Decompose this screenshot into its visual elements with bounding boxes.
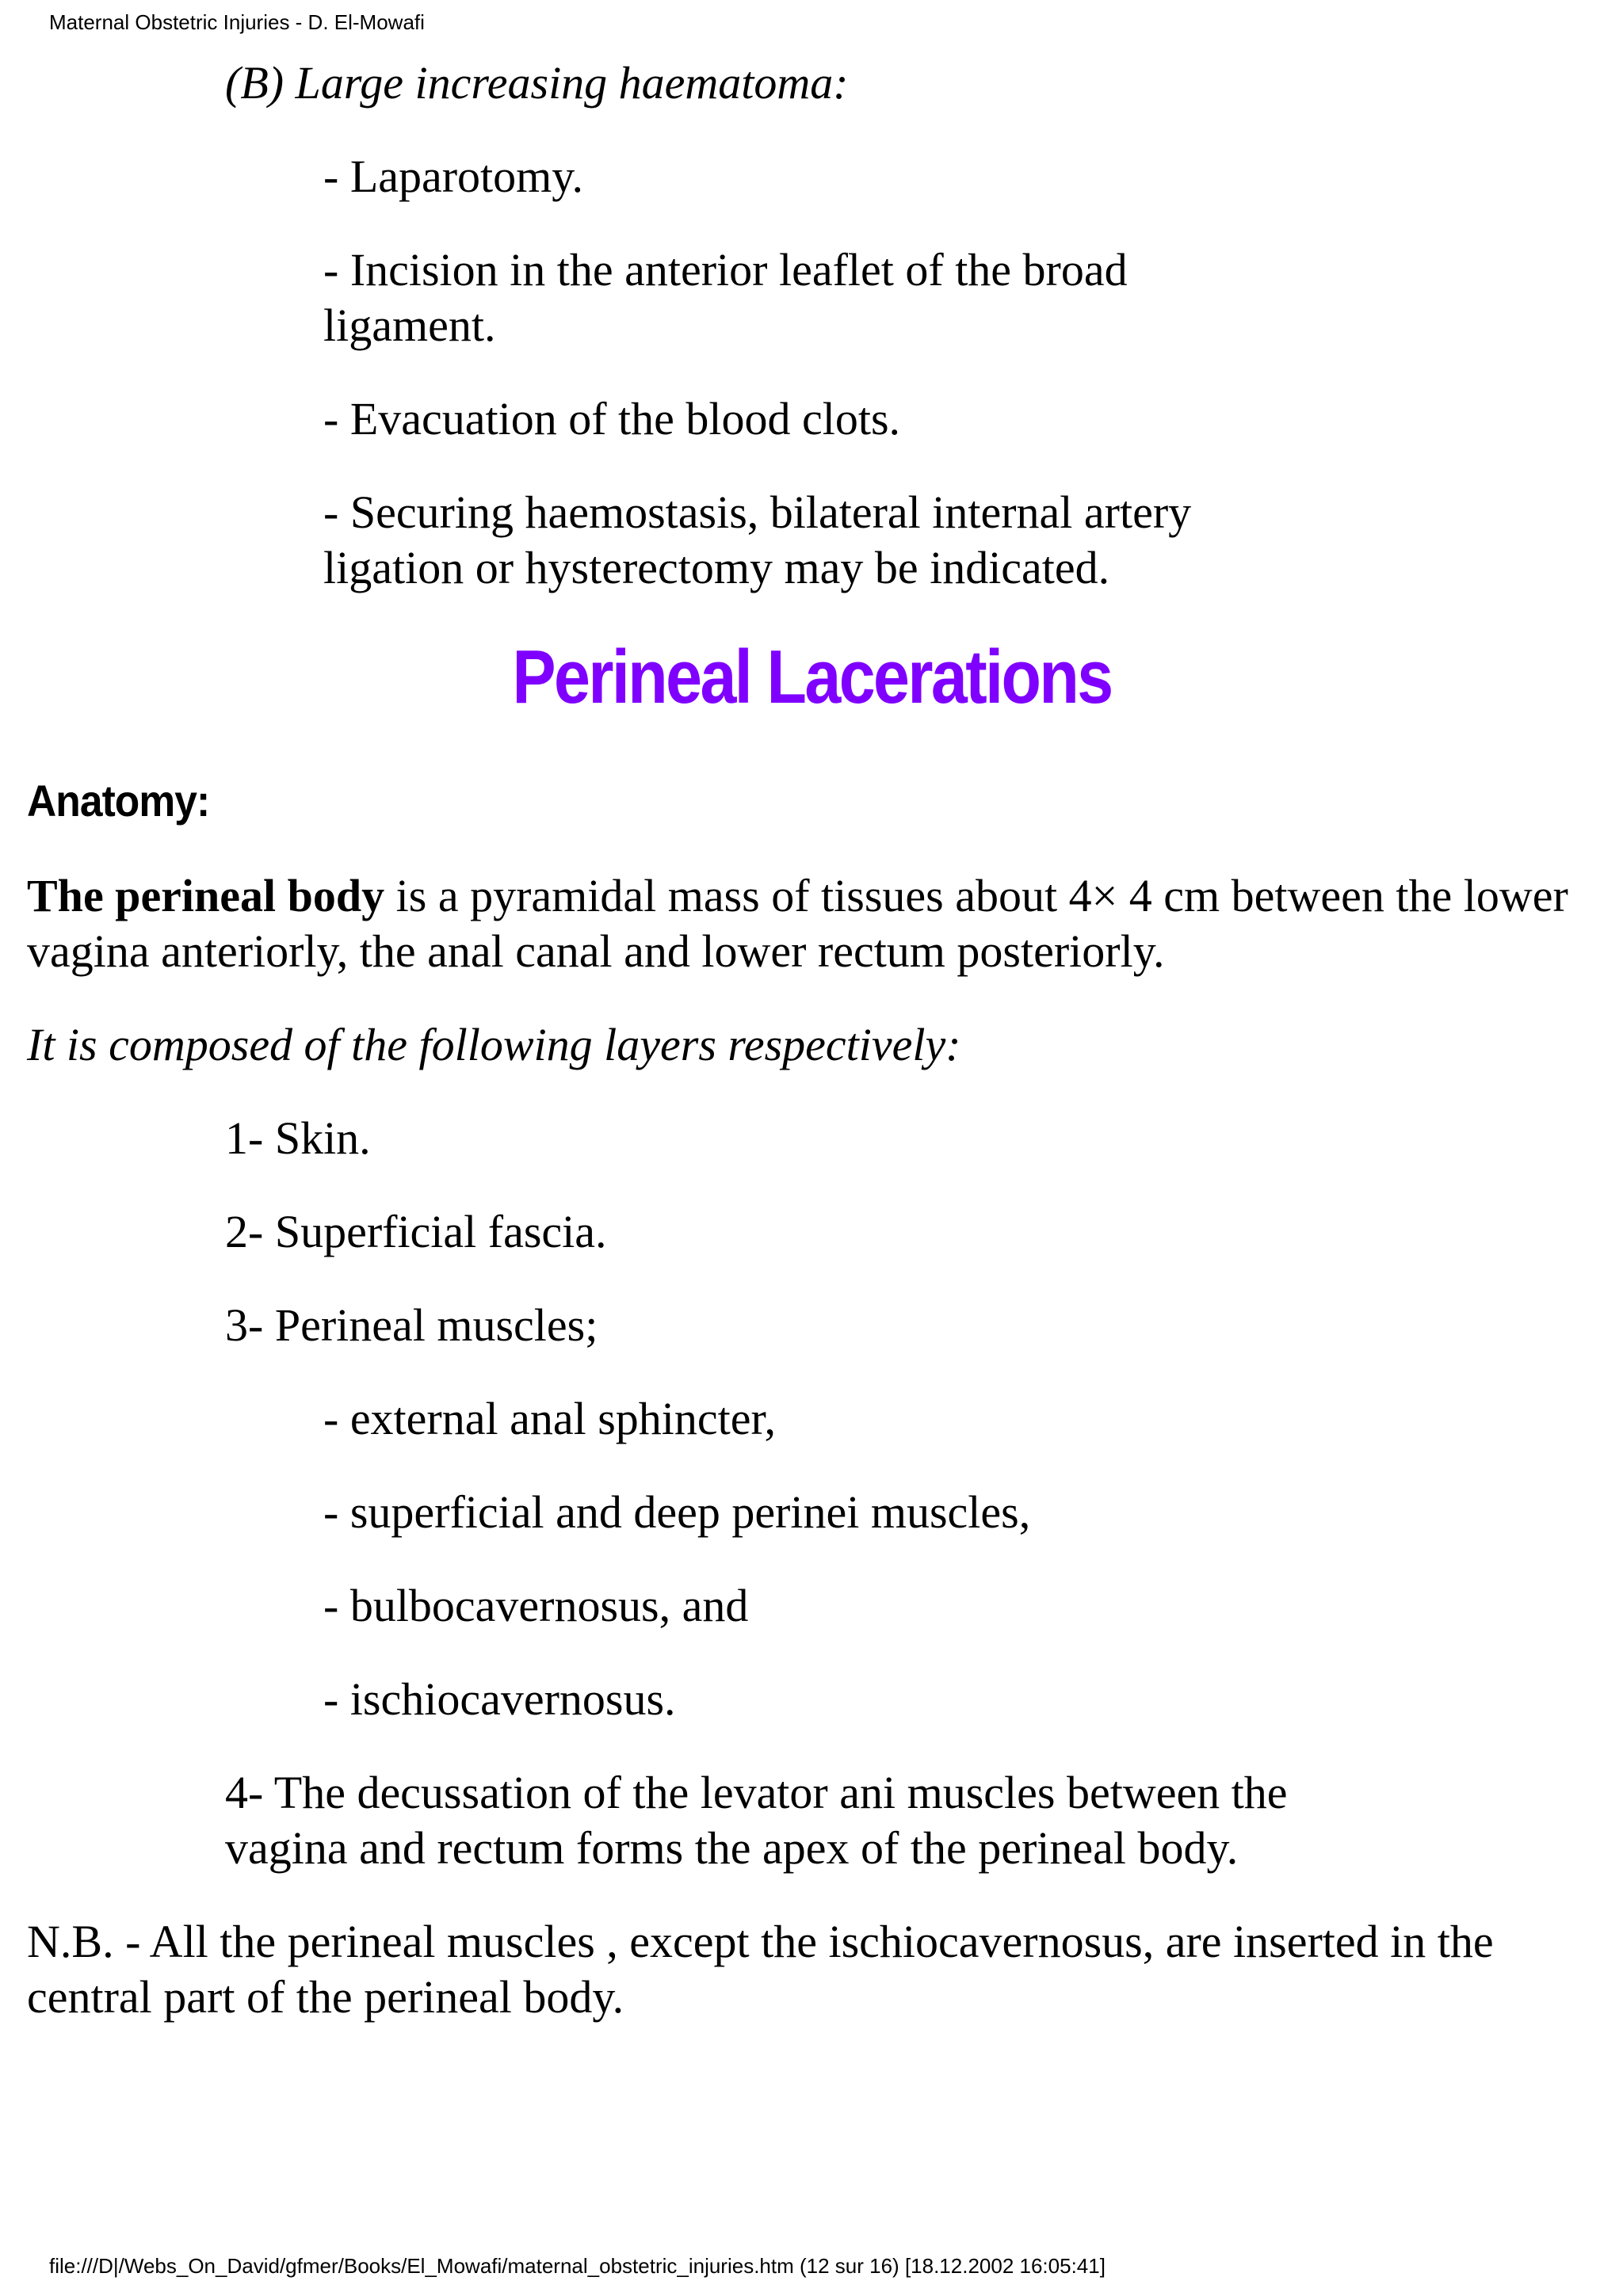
main-title: Perineal Lacerations [512, 635, 1112, 719]
page-header: Maternal Obstetric Injuries - D. El-Mowafi [49, 10, 425, 34]
step-laparotomy: - Laparotomy. [323, 151, 584, 202]
page-footer: file:///D|/Webs_On_David/gfmer/Books/El_Mowafi/maternal_obstetric_injuries.htm (12 sur 16) [18.12.2002 16:05:41] [49, 2254, 1106, 2278]
step-incision: - Incision in the anterior leaflet of the broad ligament. [323, 244, 1128, 351]
perineal-body-description: is a pyramidal mass of tissues about 4× 4 cm between the lower vagina anteriorly, the anal canal and lower rectum posteriorly. [27, 870, 1568, 977]
step-haemostasis: - Securing haemostasis, bilateral internal artery ligation or hysterectomy may be indicated. [323, 486, 1192, 593]
muscle-ischiocavernosus: - ischiocavernosus. [323, 1673, 676, 1725]
layer-levator-ani: 4- The decussation of the levator ani muscles between the vagina and rectum forms the apex of the perineal body. [225, 1767, 1288, 1874]
layer-superficial-fascia: 2- Superficial fascia. [225, 1206, 607, 1257]
muscle-external-anal-sphincter: - external anal sphincter, [323, 1393, 776, 1444]
muscle-perinei: - superficial and deep perinei muscles, [323, 1486, 1031, 1538]
perineal-body-term: The perineal body [27, 870, 385, 921]
layer-perineal-muscles: 3- Perineal muscles; [225, 1299, 598, 1351]
layer-skin: 1- Skin. [225, 1112, 371, 1164]
section-b-title: (B) Large increasing haematoma: [225, 57, 849, 109]
anatomy-heading: Anatomy: [27, 776, 210, 826]
step-evacuation: - Evacuation of the blood clots. [323, 393, 901, 444]
muscle-bulbocavernosus: - bulbocavernosus, and [323, 1580, 749, 1631]
composition-intro: It is composed of the following layers respectively: [27, 1019, 961, 1070]
nb-note: N.B. - All the perineal muscles , except the ischiocavernosus, are inserted in the central part of the perineal body. [27, 1916, 1494, 2023]
perineal-body-definition [27, 868, 1604, 979]
